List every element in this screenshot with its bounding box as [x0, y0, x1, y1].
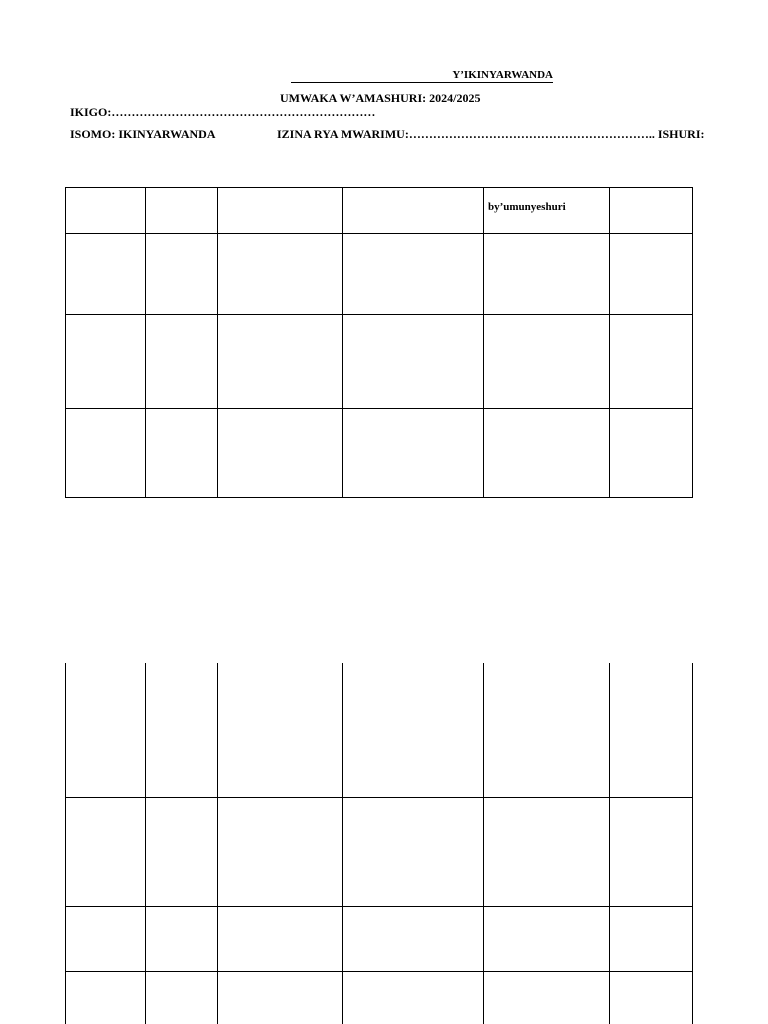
table-column-divider	[483, 663, 484, 1024]
table-column-divider	[692, 187, 693, 498]
table-row-divider	[65, 233, 693, 234]
table-row-divider	[65, 408, 693, 409]
table-column-divider	[65, 187, 66, 498]
table-column-divider	[483, 187, 484, 498]
table-column-divider	[342, 663, 343, 1024]
table-column-divider	[217, 663, 218, 1024]
table-column-divider	[217, 187, 218, 498]
table-column-divider	[65, 663, 66, 1024]
table-row-divider	[65, 314, 693, 315]
table-bottom-border	[65, 497, 693, 498]
table-column-divider	[692, 663, 693, 1024]
header-cell-learner: by’umunyeshuri	[488, 201, 566, 213]
table-top-border	[65, 187, 693, 188]
table-column-divider	[609, 187, 610, 498]
title-underline	[291, 70, 553, 83]
table-row-divider	[65, 797, 693, 798]
table-column-divider	[145, 663, 146, 1024]
ikigo-field: IKIGO:…………………………………………………………	[70, 105, 376, 119]
table-row-divider	[65, 906, 693, 907]
teacher-name-field: IZINA RYA MWARIMU:…………………………………………………….. ISHURI:	[277, 127, 705, 141]
isomo-field: ISOMO: IKINYARWANDA	[70, 127, 216, 141]
table-column-divider	[342, 187, 343, 498]
school-year: UMWAKA W’AMASHURI: 2024/2025	[280, 91, 481, 105]
document-title: Y’IKINYARWANDA	[452, 69, 553, 81]
table-column-divider	[145, 187, 146, 498]
table-column-divider	[609, 663, 610, 1024]
table-row-divider	[65, 971, 693, 972]
